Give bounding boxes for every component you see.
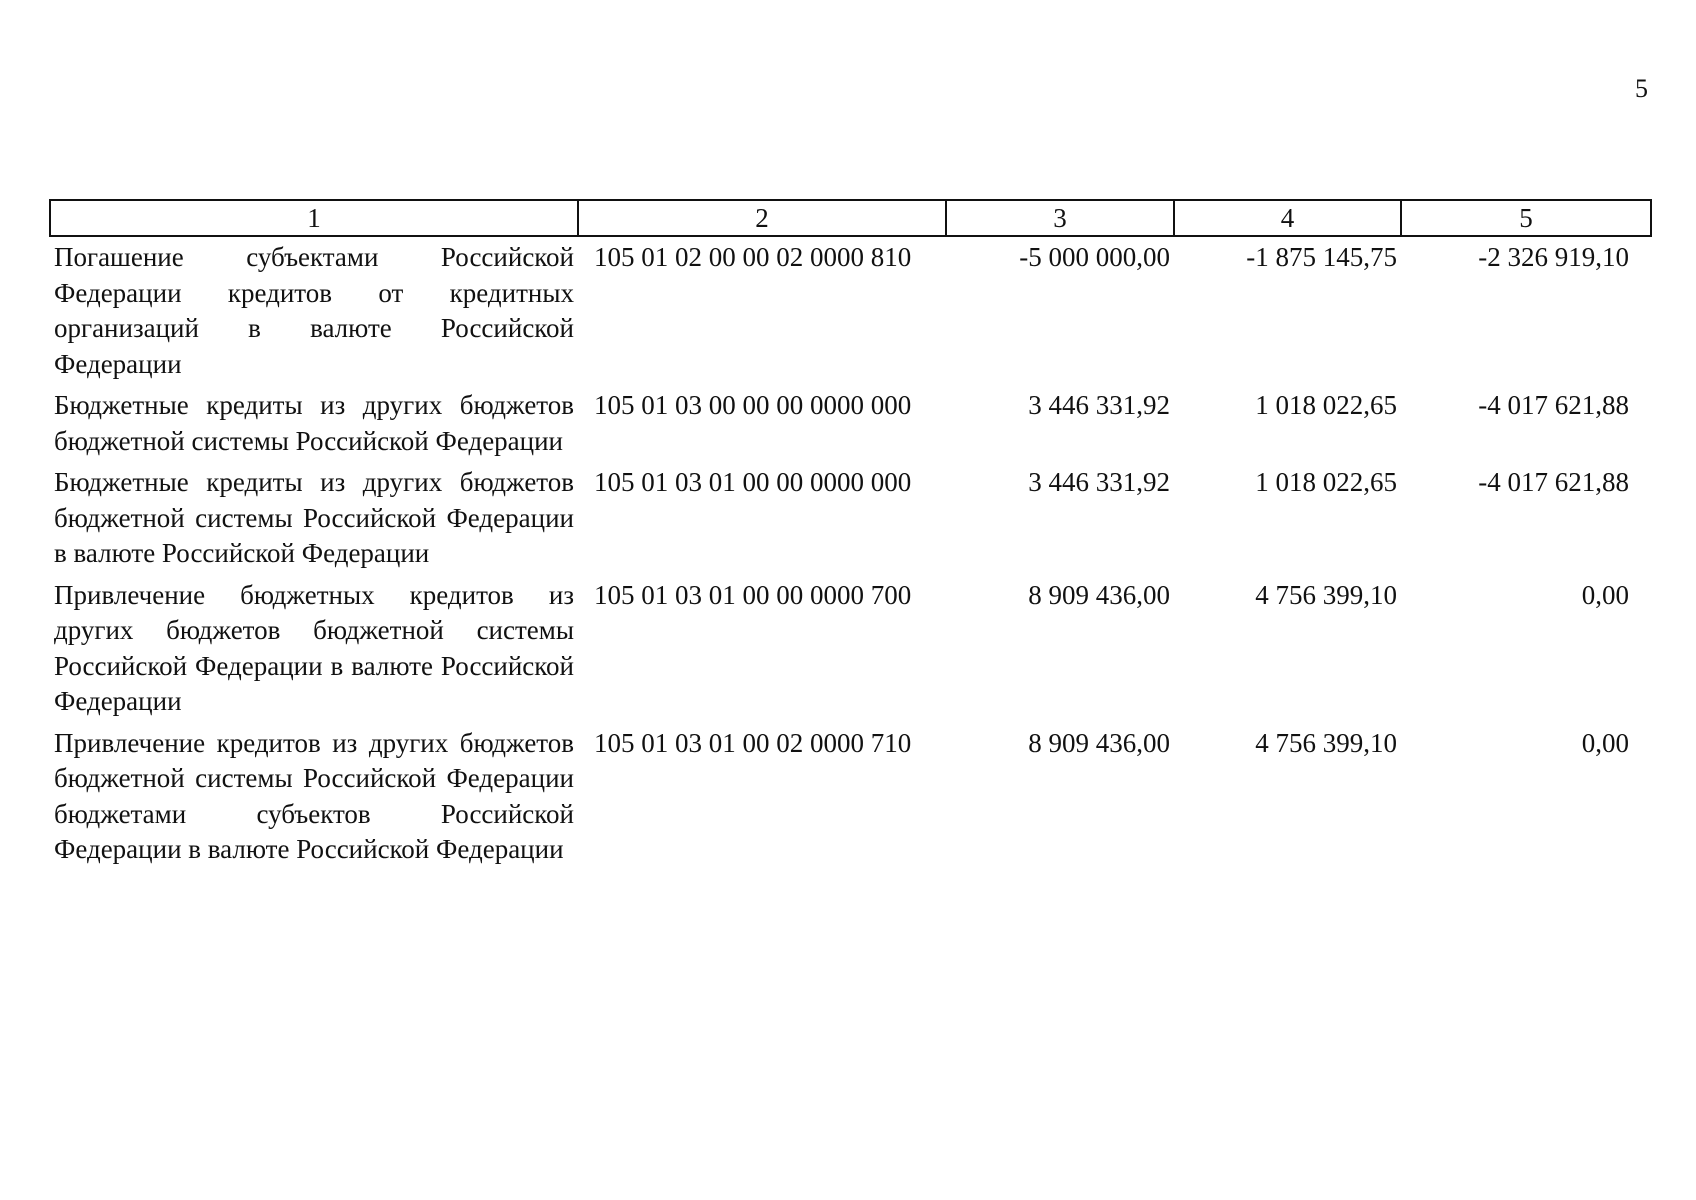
row-value-3: 3 446 331,92 bbox=[1028, 467, 1170, 497]
row-value-5: 0,00 bbox=[1581, 579, 1629, 610]
row-value-4: -1 875 145,75 bbox=[1246, 242, 1397, 272]
row-value-5: -2 326 919,10 bbox=[1478, 242, 1629, 272]
table-header bbox=[50, 200, 1651, 236]
table-row bbox=[50, 723, 1651, 871]
header-row bbox=[50, 200, 1651, 236]
row-value-4: 1 018 022,65 bbox=[1255, 467, 1397, 497]
row-code: 105 01 03 01 00 00 0000 700 bbox=[594, 579, 912, 610]
row-code: 105 01 03 01 00 02 0000 710 bbox=[594, 727, 912, 758]
column-header-3: 3 bbox=[946, 200, 1174, 236]
row-name: Привлечение бюджетных кредитов из других бюджетов бюджетной системы Российской Федерации в валюте Российской Федерации bbox=[54, 579, 574, 716]
column-header-1: 1 bbox=[50, 200, 578, 236]
row-name: Бюджетные кредиты из других бюджетов бюджетной системы Российской Федерации в валюте Российской Федерации bbox=[54, 467, 574, 568]
row-name: Привлечение кредитов из других бюджетов бюджетной системы Российской Федерации бюджетами субъектов Российской Федерации в валюте Российской Федерации bbox=[54, 727, 574, 864]
row-value-3: 8 909 436,00 bbox=[1028, 579, 1170, 610]
column-header-4: 4 bbox=[1174, 200, 1401, 236]
row-value-3: 3 446 331,92 bbox=[1028, 390, 1170, 420]
row-value-3: 8 909 436,00 bbox=[1028, 727, 1170, 758]
table-row bbox=[50, 575, 1651, 723]
budget-sources-table bbox=[49, 199, 1652, 871]
row-value-5: -4 017 621,88 bbox=[1478, 467, 1629, 497]
row-code: 105 01 03 00 00 00 0000 000 bbox=[594, 390, 912, 420]
page-number: 5 bbox=[1635, 74, 1648, 103]
row-code: 105 01 03 01 00 00 0000 000 bbox=[594, 467, 912, 497]
row-name: Бюджетные кредиты из других бюджетов бюджетной системы Российской Федерации bbox=[54, 390, 574, 456]
row-code: 105 01 02 00 00 02 0000 810 bbox=[594, 242, 912, 272]
column-header-5: 5 bbox=[1401, 200, 1651, 236]
row-value-4: 4 756 399,10 bbox=[1255, 579, 1397, 610]
table-row bbox=[50, 236, 1651, 385]
row-value-5: -4 017 621,88 bbox=[1478, 390, 1629, 420]
table-row bbox=[50, 462, 1651, 575]
row-name: Погашение субъектами Российской Федерации кредитов от кредитных организаций в валюте Российской Федерации bbox=[54, 242, 574, 379]
row-value-5: 0,00 bbox=[1581, 727, 1629, 758]
column-header-2: 2 bbox=[578, 200, 946, 236]
table-row bbox=[50, 385, 1651, 462]
table-body bbox=[50, 236, 1651, 871]
row-value-4: 1 018 022,65 bbox=[1255, 390, 1397, 420]
row-value-3: -5 000 000,00 bbox=[1019, 242, 1170, 272]
row-value-4: 4 756 399,10 bbox=[1255, 727, 1397, 758]
